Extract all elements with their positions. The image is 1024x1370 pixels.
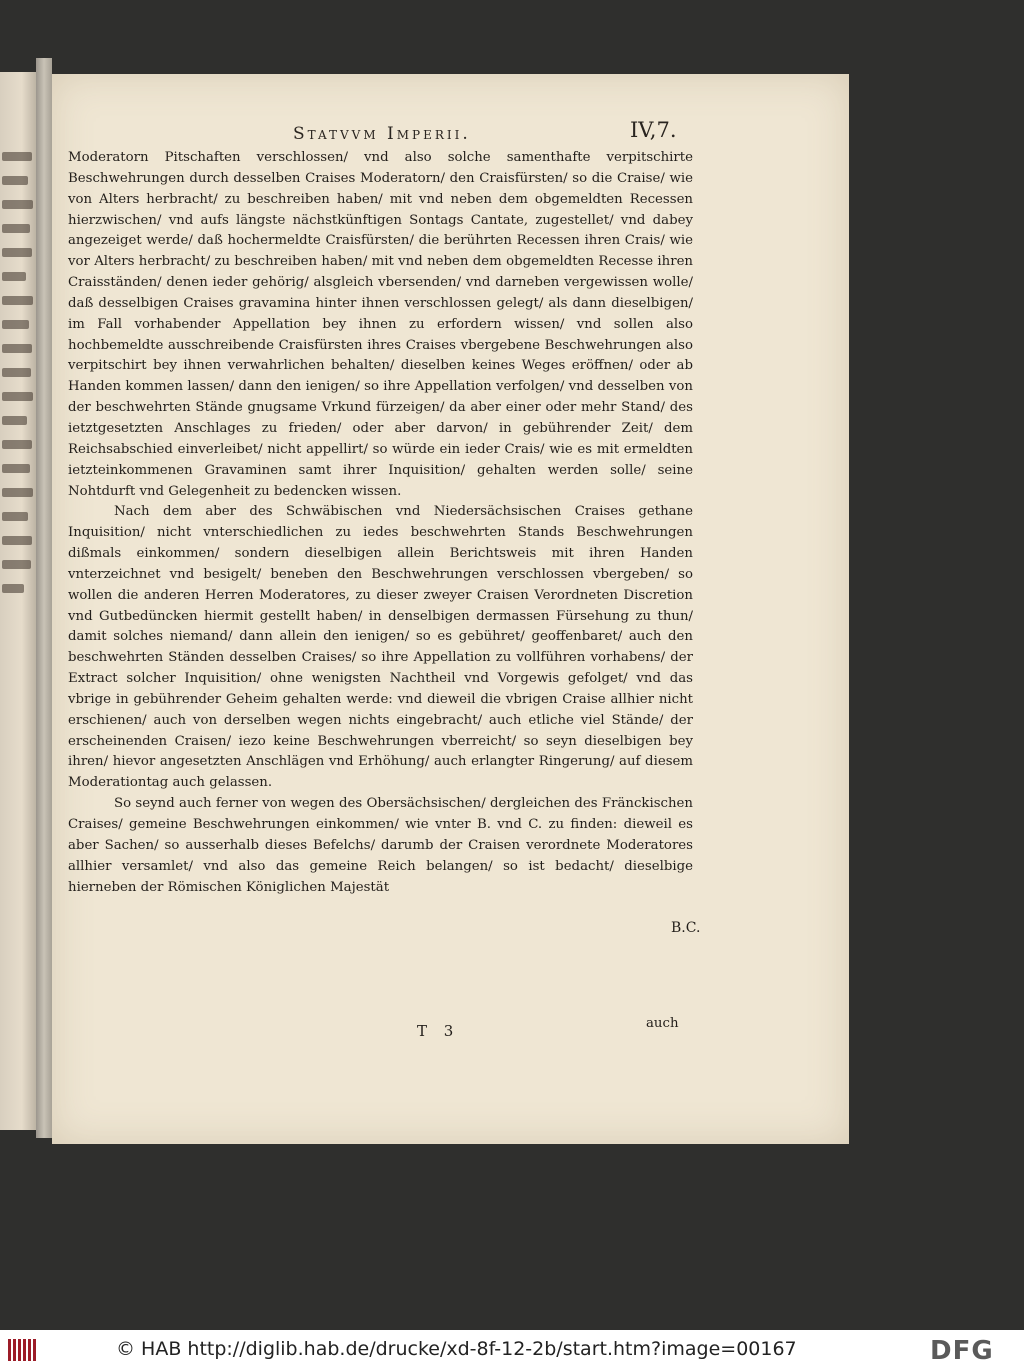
paragraph-1: Moderatorn Pitschaften verschlossen/ vnd also solche samenthafte verpitschirte Beschwehrungen durch desselben Craises Moderatorn/ den Craisfürsten/ so die Craise/ wie von Alters herbracht/ zu beschreiben haben/ mit vnd neben dem obgemeldten Recessen hierzwischen/ vnd aufs längste nächstkünftigen Sontags Cantate, zugestellet/ vnd dabey angezeiget werde/ daß hochermeldte Craisfürsten/ die berührten Recessen ihren Crais/ wie vor Alters herbracht/ zu beschreiben haben/ mit vnd neben dem obgemeldten Recesse ihren Craisständen/ denen ieder gehörig/ alsgleich vbersenden/ vnd darneben vergewissen wolle/ daß desselbigen Craises gravamina hinter ihnen verschlossen gelegt/ als dann dieselbigen/ im Fall vorhabender Appellation bey ihnen zu erfordern wissen/ vnd sollen also hochbemeldte ausschreibende Craisfürsten ihres Craises vbergebene Beschwehrungen also verpitschirt bey ihnen verwahrlichen behalten/ dieselben keines Weges eröffnen/ oder ab Handen kommen lassen/ dann den ienigen/ so ihre Appellation verfolgen/ vnd desselben von der beschwehrten Stände gnugsame Vrkund fürzeigen/ da aber einer oder mehr Stand/ des ietztgesetzten Anschlages zu frieden/ oder aber darvon/ in gebührender Zeit/ dem Reichsabschied einverleibet/ nicht appellirt/ so würde ein ieder Crais/ wie es mit ermeldten ietzteinkommenen Gravaminen samt ihrer Inquisition/ gehalten werden solle/ seine Nohtdurft vnd Gelegenheit zu bedencken wissen. — [68, 150, 693, 499]
catchword: auch — [646, 1016, 679, 1031]
page-body-text — [68, 148, 693, 898]
page-number: IV,7. — [630, 118, 677, 142]
paragraph-2: Nach dem aber des Schwäbischen vnd Niedersächsischen Craises gethane Inquisition/ nicht vnterschiedlichen zu iedes beschwehrten Stands Beschwehrungen dißmals einkommen/ sondern dieselbigen allein Berichtsweis mit ihren Handen vnterzeichnet vnd besigelt/ beneben den Beschwehrungen verschlossen vbergeben/ so wollen die anderen Herren Moderatores, zu dieser zweyer Craisen Verordneten Discretion vnd Gutbedüncken hiermit gestellt haben/ in denselbigen dermassen Fürsehung zu thun/ damit solches niemand/ dann allein den ienigen/ so es gebühret/ geoffenbaret/ auch den beschwehrten Ständen desselben Craises/ so ihre Appellation zu vollführen vorhabens/ der Extract solcher Inquisition/ ohne wenigsten Nachtheil vnd Vorgewis gefolget/ vnd das vbrige in gebührender Geheim gehalten werde: vnd dieweil die vbrigen Craise allhier nicht erschienen/ auch von derselben wegen nichts eingebracht/ auch etliche viel Stände/ der erscheinenden Craisen/ iezo keine Beschwehrungen vberreicht/ so seyn dieselbigen bey ihren/ hievor angesetzten Anschlägen vnd Erhöhung/ auch erlangter Ringerung/ auf diesem Moderationtag auch gelassen. — [68, 504, 693, 791]
sheet-protector-edge — [36, 58, 52, 1138]
hab-barcode-logo-icon — [8, 1339, 38, 1361]
book-page — [52, 74, 849, 1144]
previous-page-edge — [0, 72, 36, 1130]
running-head: Statvvm Imperii. — [293, 124, 471, 144]
copyright-url[interactable]: © HAB http://diglib.hab.de/drucke/xd-8f-12-2b/start.htm?image=00167 — [116, 1338, 797, 1360]
margin-note: B.C. — [671, 920, 701, 936]
signature-mark: T 3 — [417, 1022, 460, 1040]
footer-bar — [0, 1330, 1024, 1370]
paragraph-3: So seynd auch ferner von wegen des Obersächsischen/ dergleichen des Fränckischen Craises/ gemeine Beschwehrungen einkommen/ wie vnter B. vnd C. zu finden: dieweil es aber Sachen/ so ausserhalb dieses Befelchs/ darumb der Craisen verordnete Moderatores allhier versamlet/ vnd also das gemeine Reich belangen/ so ist bedacht/ dieselbige hierneben der Römischen Königlichen Majestät — [68, 796, 693, 895]
dfg-logo: DFG — [930, 1336, 994, 1366]
